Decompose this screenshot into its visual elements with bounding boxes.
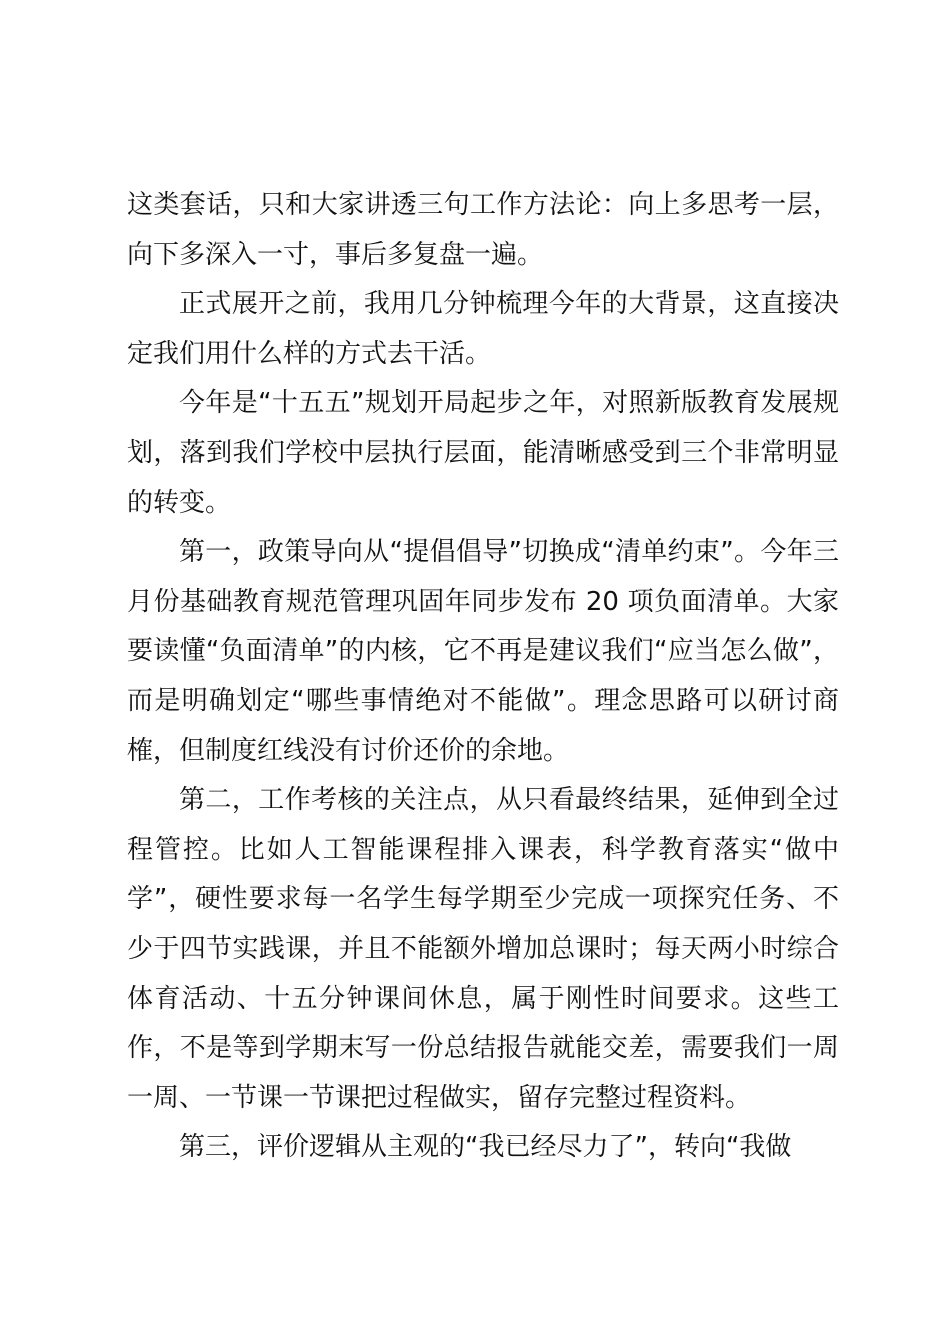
paragraph-three-changes: 今年是“十五五”规划开局起步之年，对照新版教育发展规划，落到我们学校中层执行层面，能清晰感受到三个非常明显的转变。 bbox=[127, 388, 839, 518]
paragraph-change-one: 第一，政策导向从“提倡倡导”切换成“清单约束”。今年三月份基础教育规范管理巩固年同步发布 20 项负面清单。大家要读懂“负面清单”的内核，它不再是建议我们“应当怎么做”，而是明确划定“哪些事情绝对不能做”。理念思路可以研讨商榷，但制度红线没有讨价还价的余地。 bbox=[127, 537, 839, 766]
paragraph-continued: 这类套话，只和大家讲透三句工作方法论：向上多思考一层，向下多深入一寸，事后多复盘一遍。 bbox=[127, 190, 839, 270]
paragraph-background-intro: 正式展开之前，我用几分钟梳理今年的大背景，这直接决定我们用什么样的方式去干活。 bbox=[127, 289, 839, 369]
paragraph-change-three: 第三，评价逻辑从主观的“我已经尽力了”，转向“我做 bbox=[179, 1132, 792, 1163]
paragraph-change-two: 第二，工作考核的关注点，从只看最终结果，延伸到全过程管控。比如人工智能课程排入课表，科学教育落实“做中学”，硬性要求每一名学生每学期至少完成一项探究任务、不少于四节实践课，并且不能额外增加总课时；每天两小时综合体育活动、十五分钟课间休息，属于刚性时间要求。这些工作，不是等到学期末写一份总结报告就能交差，需要我们一周一周、一节课一节课把过程做实，留存完整过程资料。 bbox=[127, 785, 839, 1113]
document-body bbox=[127, 181, 839, 1173]
